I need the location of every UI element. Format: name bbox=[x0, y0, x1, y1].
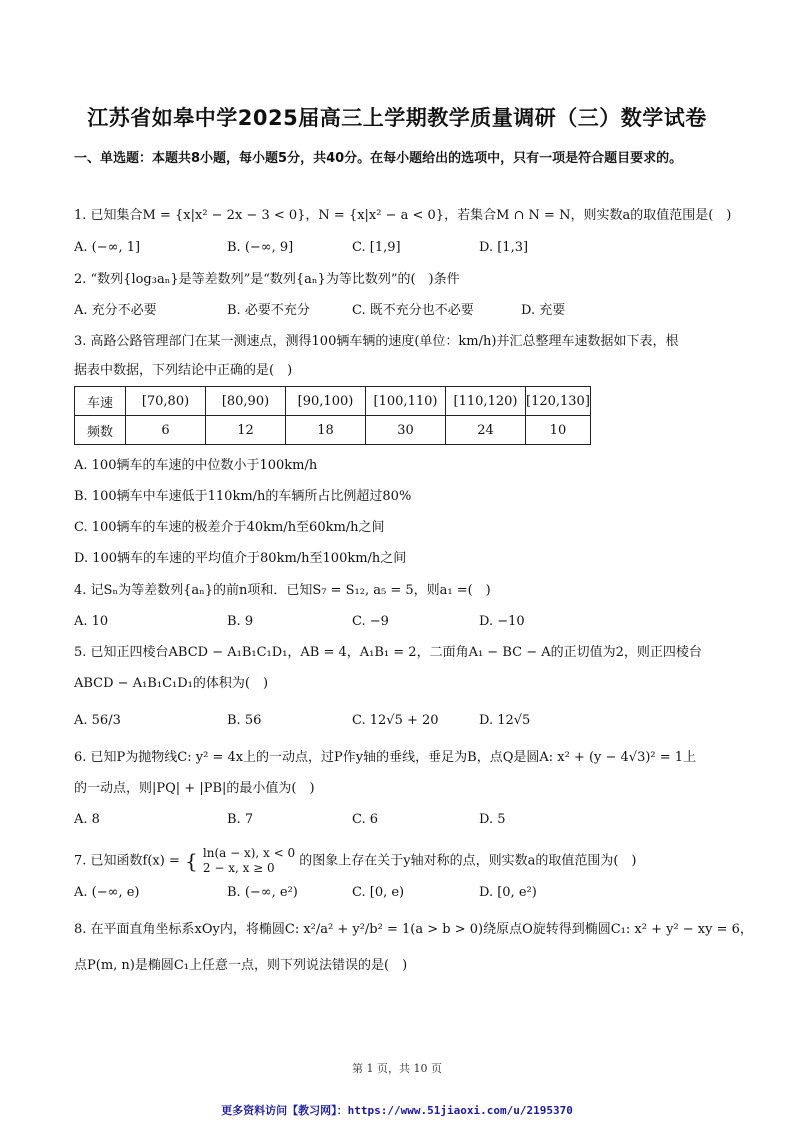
option-a: A. 56/3 bbox=[74, 713, 121, 728]
question-3-option-a: A. 100辆车的车速的中位数小于100km/h bbox=[74, 458, 318, 473]
table-cell: 10 bbox=[526, 416, 591, 445]
option-b: B. 7 bbox=[227, 812, 254, 827]
table-cell: [100,110) bbox=[366, 387, 446, 416]
table-cell: [80,90) bbox=[206, 387, 286, 416]
option-c: C. 6 bbox=[352, 812, 379, 827]
piecewise-cases bbox=[203, 846, 295, 876]
option-d: D. −10 bbox=[479, 614, 525, 629]
option-b: B. 9 bbox=[227, 614, 254, 629]
table-cell: [110,120) bbox=[446, 387, 526, 416]
option-c: C. [1,9] bbox=[352, 240, 401, 255]
option-a: A. (−∞, e) bbox=[74, 885, 140, 900]
question-7-suffix: 的图象上存在关于y轴对称的点，则实数a的取值范围为( ) bbox=[299, 853, 637, 869]
question-7-stem bbox=[74, 846, 734, 876]
question-3-option-b: B. 100辆车中车速低于110km/h的车辆所占比例超过80% bbox=[74, 489, 412, 504]
option-c: C. 12√5 + 20 bbox=[352, 713, 439, 728]
option-a: A. 8 bbox=[74, 812, 100, 827]
option-b: B. 56 bbox=[227, 713, 262, 728]
table-cell: 30 bbox=[366, 416, 446, 445]
page-footer: 第 1 页，共 10 页 bbox=[352, 1062, 442, 1075]
table-cell: 6 bbox=[126, 416, 206, 445]
speed-frequency-table bbox=[74, 386, 591, 445]
section-heading: 一、单选题：本题共8小题，每小题5分，共40分。在每小题给出的选项中，只有一项是符合题目要求的。 bbox=[74, 151, 683, 166]
table-row-speed bbox=[75, 387, 591, 416]
question-7-options bbox=[74, 883, 724, 903]
table-cell: 18 bbox=[286, 416, 366, 445]
question-5-stem-line-1: 5. 已知正四棱台ABCD − A₁B₁C₁D₁，AB = 4，A₁B₁ = 2，二面角A₁ − BC − A的正切值为2，则正四棱台 bbox=[74, 645, 702, 660]
question-4-options bbox=[74, 612, 724, 632]
table-cell: 24 bbox=[446, 416, 526, 445]
question-7-prefix: 7. 已知函数f(x) = bbox=[74, 853, 180, 869]
option-b: B. (−∞, e²) bbox=[227, 885, 298, 900]
question-8-stem-line-1: 8. 在平面直角坐标系xOy内，将椭圆C: x²/a² + y²/b² = 1(a > b > 0)绕原点O旋转得到椭圆C₁: x² + y² − xy = 6， bbox=[74, 922, 753, 937]
question-3-option-d: D. 100辆车的车速的平均值介于80km/h至100km/h之间 bbox=[74, 551, 407, 566]
question-1-options bbox=[74, 238, 724, 258]
table-header-cell: 车速 bbox=[75, 387, 126, 416]
option-c: C. 既不充分也不必要 bbox=[352, 303, 474, 318]
exam-title: 江苏省如皋中学2025届高三上学期教学质量调研（三）数学试卷 bbox=[87, 106, 707, 130]
question-8-stem-line-2: 点P(m, n)是椭圆C₁上任意一点，则下列说法错误的是( ) bbox=[74, 958, 408, 973]
question-6-stem-line-2: 的一动点，则|PQ| + |PB|的最小值为( ) bbox=[74, 781, 315, 796]
table-row-count bbox=[75, 416, 591, 445]
question-1-stem: 1. 已知集合M = {x|x² − 2x − 3 < 0}，N = {x|x² − a < 0}，若集合M ∩ N = N，则实数a的取值范围是( ) bbox=[74, 208, 732, 223]
option-b: B. 必要不充分 bbox=[227, 303, 310, 318]
footer-link[interactable]: 更多资料访问【教习网】：https://www.51jiaoxi.com/u/2195370 bbox=[221, 1104, 573, 1117]
table-header-cell: 频数 bbox=[75, 416, 126, 445]
question-3-option-c: C. 100辆车的车速的极差介于40km/h至60km/h之间 bbox=[74, 520, 385, 535]
table-cell: [70,80) bbox=[126, 387, 206, 416]
table-cell: [120,130] bbox=[526, 387, 591, 416]
question-2-options bbox=[74, 301, 724, 321]
option-d: D. 5 bbox=[479, 812, 506, 827]
option-c: C. −9 bbox=[352, 614, 389, 629]
question-3-stem-line-1: 3. 高路公路管理部门在某一测速点，测得100辆车辆的速度(单位：km/h)并汇总整理车速数据如下表，根 bbox=[74, 334, 679, 349]
question-2-stem: 2. “数列{log₃aₙ}是等差数列”是“数列{aₙ}为等比数列”的( )条件 bbox=[74, 272, 460, 287]
option-d: D. [1,3] bbox=[479, 240, 529, 255]
option-c: C. [0, e) bbox=[352, 885, 405, 900]
brace-symbol: { bbox=[185, 849, 198, 873]
piecewise-case-1: ln(a − x), x < 0 bbox=[202, 846, 296, 860]
table-cell: 12 bbox=[206, 416, 286, 445]
option-a: A. (−∞, 1] bbox=[74, 240, 141, 255]
option-a: A. 充分不必要 bbox=[74, 303, 157, 318]
option-d: D. [0, e²) bbox=[479, 885, 537, 900]
question-5-stem-line-2: ABCD − A₁B₁C₁D₁的体积为( ) bbox=[74, 676, 269, 691]
question-4-stem: 4. 记Sₙ为等差数列{aₙ}的前n项和．已知S₇ = S₁₂, a₅ = 5，则a₁ =( ) bbox=[74, 583, 491, 598]
piecewise-case-2: 2 − x, x ≥ 0 bbox=[202, 861, 275, 875]
option-d: D. 充要 bbox=[521, 303, 566, 318]
option-d: D. 12√5 bbox=[479, 713, 531, 728]
question-6-stem-line-1: 6. 已知P为抛物线C: y² = 4x上的一动点，过P作y轴的垂线，垂足为B，点Q是圆A: x² + (y − 4√3)² = 1上 bbox=[74, 750, 697, 765]
question-6-options bbox=[74, 810, 724, 830]
question-5-options bbox=[74, 711, 724, 731]
option-b: B. (−∞, 9] bbox=[227, 240, 294, 255]
table-cell: [90,100) bbox=[286, 387, 366, 416]
question-3-stem-line-2: 据表中数据，下列结论中正确的是( ) bbox=[74, 363, 293, 378]
option-a: A. 10 bbox=[74, 614, 109, 629]
